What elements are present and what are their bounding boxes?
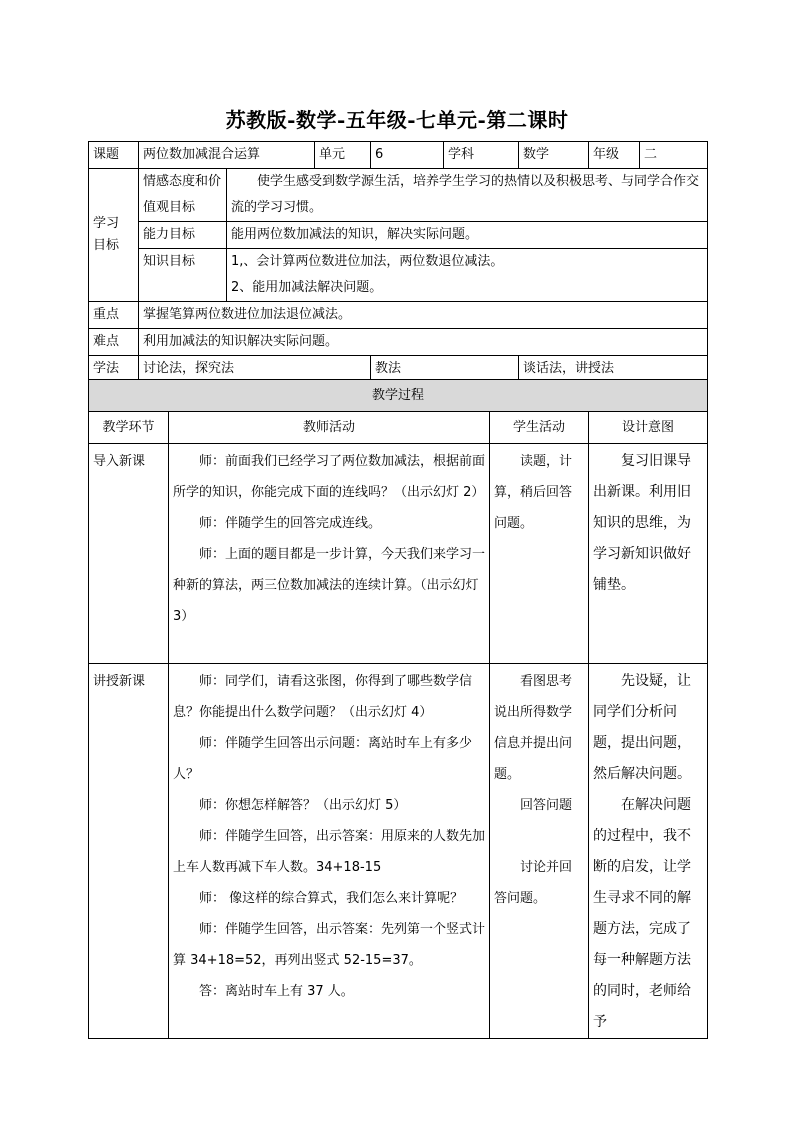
column-header: 设计意图 <box>589 412 708 444</box>
teach-method-label: 教法 <box>371 356 519 383</box>
process-row-new-lesson <box>89 664 708 1039</box>
subject-label: 学科 <box>444 142 519 169</box>
column-header: 教师活动 <box>169 412 490 444</box>
lesson-info-table <box>88 141 708 383</box>
grade-value: 二 <box>640 142 708 169</box>
ability-text: 能用两位数加减法的知识，解决实际问题。 <box>227 222 708 249</box>
teaching-process-table <box>88 379 708 1039</box>
goal-knowledge-row <box>89 249 708 302</box>
unit-label: 单元 <box>315 142 371 169</box>
design-intent: 先设疑，让同学们分析问题，提出问题，然后解决问题。 在解决问题的过程中，我不断的启发，让学生寻求不同的解题方法，完成了每一种解题方法的同时，老师给予 <box>589 664 708 1039</box>
student-activity: 读题，计算，稍后回答问题。 <box>490 444 589 664</box>
student-activity: 看图思考说出所得数学信息并提出问题。 回答问题 讨论并回答问题。 <box>490 664 589 1039</box>
subject-value: 数学 <box>519 142 589 169</box>
goal-ability-row <box>89 222 708 249</box>
knowledge-label: 知识目标 <box>139 249 227 302</box>
study-method-label: 学法 <box>89 356 139 383</box>
key-point-text: 掌握笔算两位数进位加法退位减法。 <box>139 302 708 329</box>
knowledge-text <box>227 249 708 302</box>
process-header: 教学过程 <box>89 380 708 412</box>
process-row-intro <box>89 444 708 664</box>
design-intent: 复习旧课导出新课。利用旧知识的思维，为学习新知识做好铺垫。 <box>589 444 708 664</box>
page-title: 苏教版-数学-五年级-七单元-第二课时 <box>225 108 569 132</box>
process-header-row <box>89 380 708 412</box>
column-header: 教学环节 <box>89 412 169 444</box>
unit-value: 6 <box>371 142 444 169</box>
ability-label: 能力目标 <box>139 222 227 249</box>
goals-label: 学习目标 <box>89 169 139 302</box>
teacher-activity: 师：前面我们已经学习了两位数加减法，根据前面所学的知识，你能完成下面的连线吗？（出示幻灯 2） 师：伴随学生的回答完成连线。 师：上面的题目都是一步计算，今天我们来学习一种新的算法，两三位数加减法的连续计算。（出示幻灯 3） <box>169 444 490 664</box>
difficulty-text: 利用加减法的知识解决实际问题。 <box>139 329 708 356</box>
goal-attitude-row <box>89 169 708 222</box>
stage-label: 导入新课 <box>89 444 169 664</box>
column-header: 学生活动 <box>490 412 589 444</box>
study-method-value: 讨论法，探究法 <box>139 356 371 383</box>
grade-label: 年级 <box>589 142 640 169</box>
attitude-label: 情感态度和价值观目标 <box>139 169 227 222</box>
topic-label: 课题 <box>89 142 139 169</box>
info-row <box>89 142 708 169</box>
stage-label: 讲授新课 <box>89 664 169 1039</box>
teach-method-value: 谈话法，讲授法 <box>519 356 708 383</box>
key-point-row <box>89 302 708 329</box>
attitude-text: 使学生感受到数学源生活，培养学生学习的热情以及积极思考、与同学合作交流的学习习惯。 <box>227 169 708 222</box>
teacher-activity: 师：同学们，请看这张图，你得到了哪些数学信息？你能提出什么数学问题？（出示幻灯 4） 师：伴随学生回答出示问题：离站时车上有多少人？ 师：你想怎样解答？（出示幻灯 5） 师：伴随学生回答，出示答案：用原来的人数先加上车人数再减下车人数。34+18-15 师： 像这样的综合算式，我们怎么来计算呢？ 师：伴随学生回答，出示答案：先列第一个竖式计算 34+18=52，再列出竖式 52-15=37。 答：离站时车上有 37 人。 <box>169 664 490 1039</box>
key-point-label: 重点 <box>89 302 139 329</box>
difficulty-row <box>89 329 708 356</box>
topic-value: 两位数加减混合运算 <box>139 142 315 169</box>
difficulty-label: 难点 <box>89 329 139 356</box>
knowledge-line: 2、能用加减法解决问题。 <box>231 280 383 295</box>
knowledge-line: 1,、会计算两位数进位加法，两位数退位减法。 <box>231 254 504 269</box>
process-columns-row <box>89 412 708 444</box>
